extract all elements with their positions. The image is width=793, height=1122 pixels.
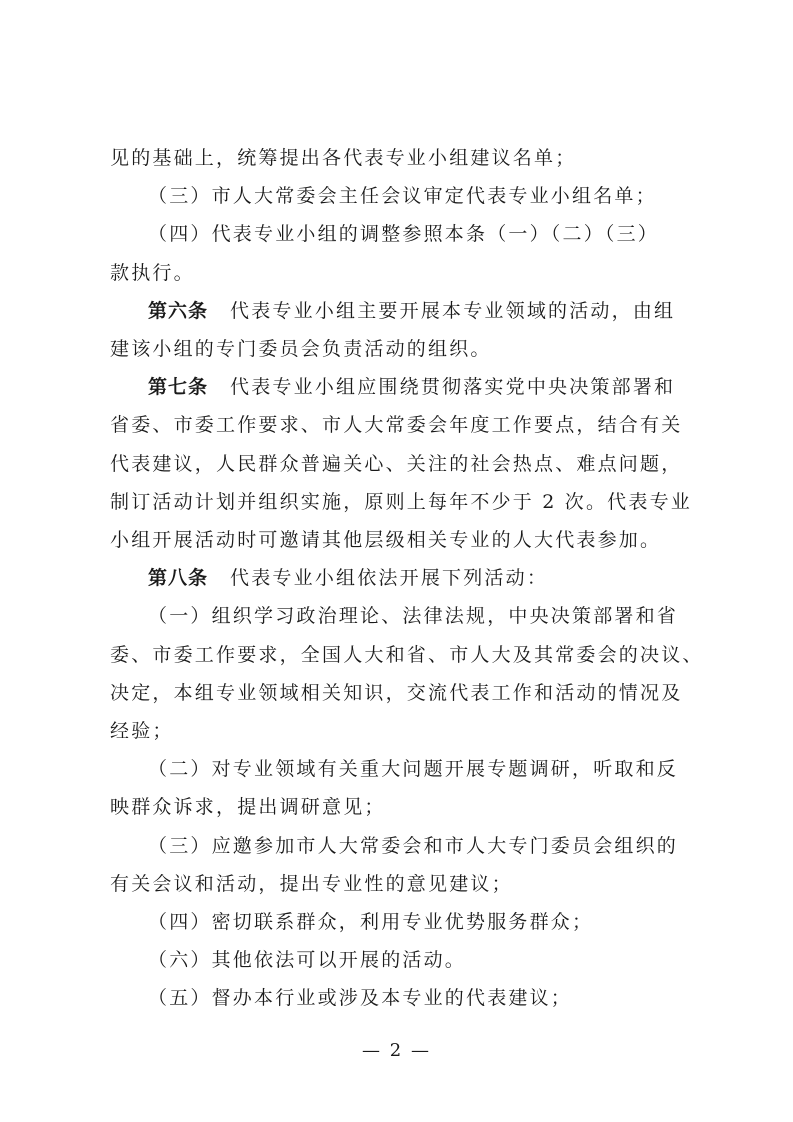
text-line: （一）组织学习政治理论、法律法规，中央决策部署和省	[148, 605, 679, 628]
text-line: 代表专业小组依法开展下列活动：	[230, 567, 549, 590]
text-line: 决定，本组专业领域相关知识，交流代表工作和活动的情况及	[110, 681, 683, 704]
article-8-paragraph	[148, 566, 700, 590]
page-number: — 2 —	[362, 1040, 431, 1061]
text-line: （六）其他依法可以开展的活动。	[148, 949, 467, 972]
text-line: 代表专业小组主要开展本专业领域的活动，由组	[230, 299, 676, 322]
text-line: （四）密切联系群众，利用专业优势服务群众；	[148, 911, 594, 933]
text-line: 制订活动计划并组织实施，原则上每年不少于 2 次。代表专业	[110, 490, 692, 513]
text-line: （三）市人大常委会主任会议审定代表专业小组名单；	[148, 185, 657, 208]
text-line: （四）代表专业小组的调整参照本条（一）（二）（三）	[148, 223, 660, 246]
article-7-paragraph	[148, 375, 700, 399]
text-line: 省委、市委工作要求、市人大常委会年度工作要点，结合有关	[110, 414, 683, 437]
article-heading: 第七条	[148, 376, 209, 399]
article-heading: 第六条	[148, 299, 209, 322]
text-line: 代表建议，人民群众普遍关心、关注的社会热点、难点问题，	[110, 452, 683, 475]
text-line: 经验；	[110, 720, 174, 742]
article-6-paragraph	[148, 299, 700, 323]
text-line: 小组开展活动时可邀请其他层级相关专业的人大代表参加。	[110, 529, 662, 551]
text-line: 委、市委工作要求，全国人大和省、市人大及其常委会的决议、	[110, 643, 704, 666]
text-line: （二）对专业领域有关重大问题开展专题调研，听取和反	[148, 758, 679, 781]
text-line: （三）应邀参加市人大常委会和市人大专门委员会组织的	[148, 834, 679, 857]
text-line: （五）督办本行业或涉及本专业的代表建议；	[148, 987, 573, 1010]
text-line: 有关会议和活动，提出专业性的意见建议；	[110, 872, 513, 895]
text-line: 建该小组的专门委员会负责活动的组织。	[110, 338, 492, 360]
article-heading: 第八条	[148, 567, 209, 590]
text-line: 见的基础上，统筹提出各代表专业小组建议名单；	[110, 147, 577, 169]
text-line: 款执行。	[110, 261, 195, 284]
text-line: 代表专业小组应围绕贯彻落实党中央决策部署和	[230, 376, 676, 399]
text-line: 映群众诉求，提出调研意见；	[110, 796, 386, 819]
